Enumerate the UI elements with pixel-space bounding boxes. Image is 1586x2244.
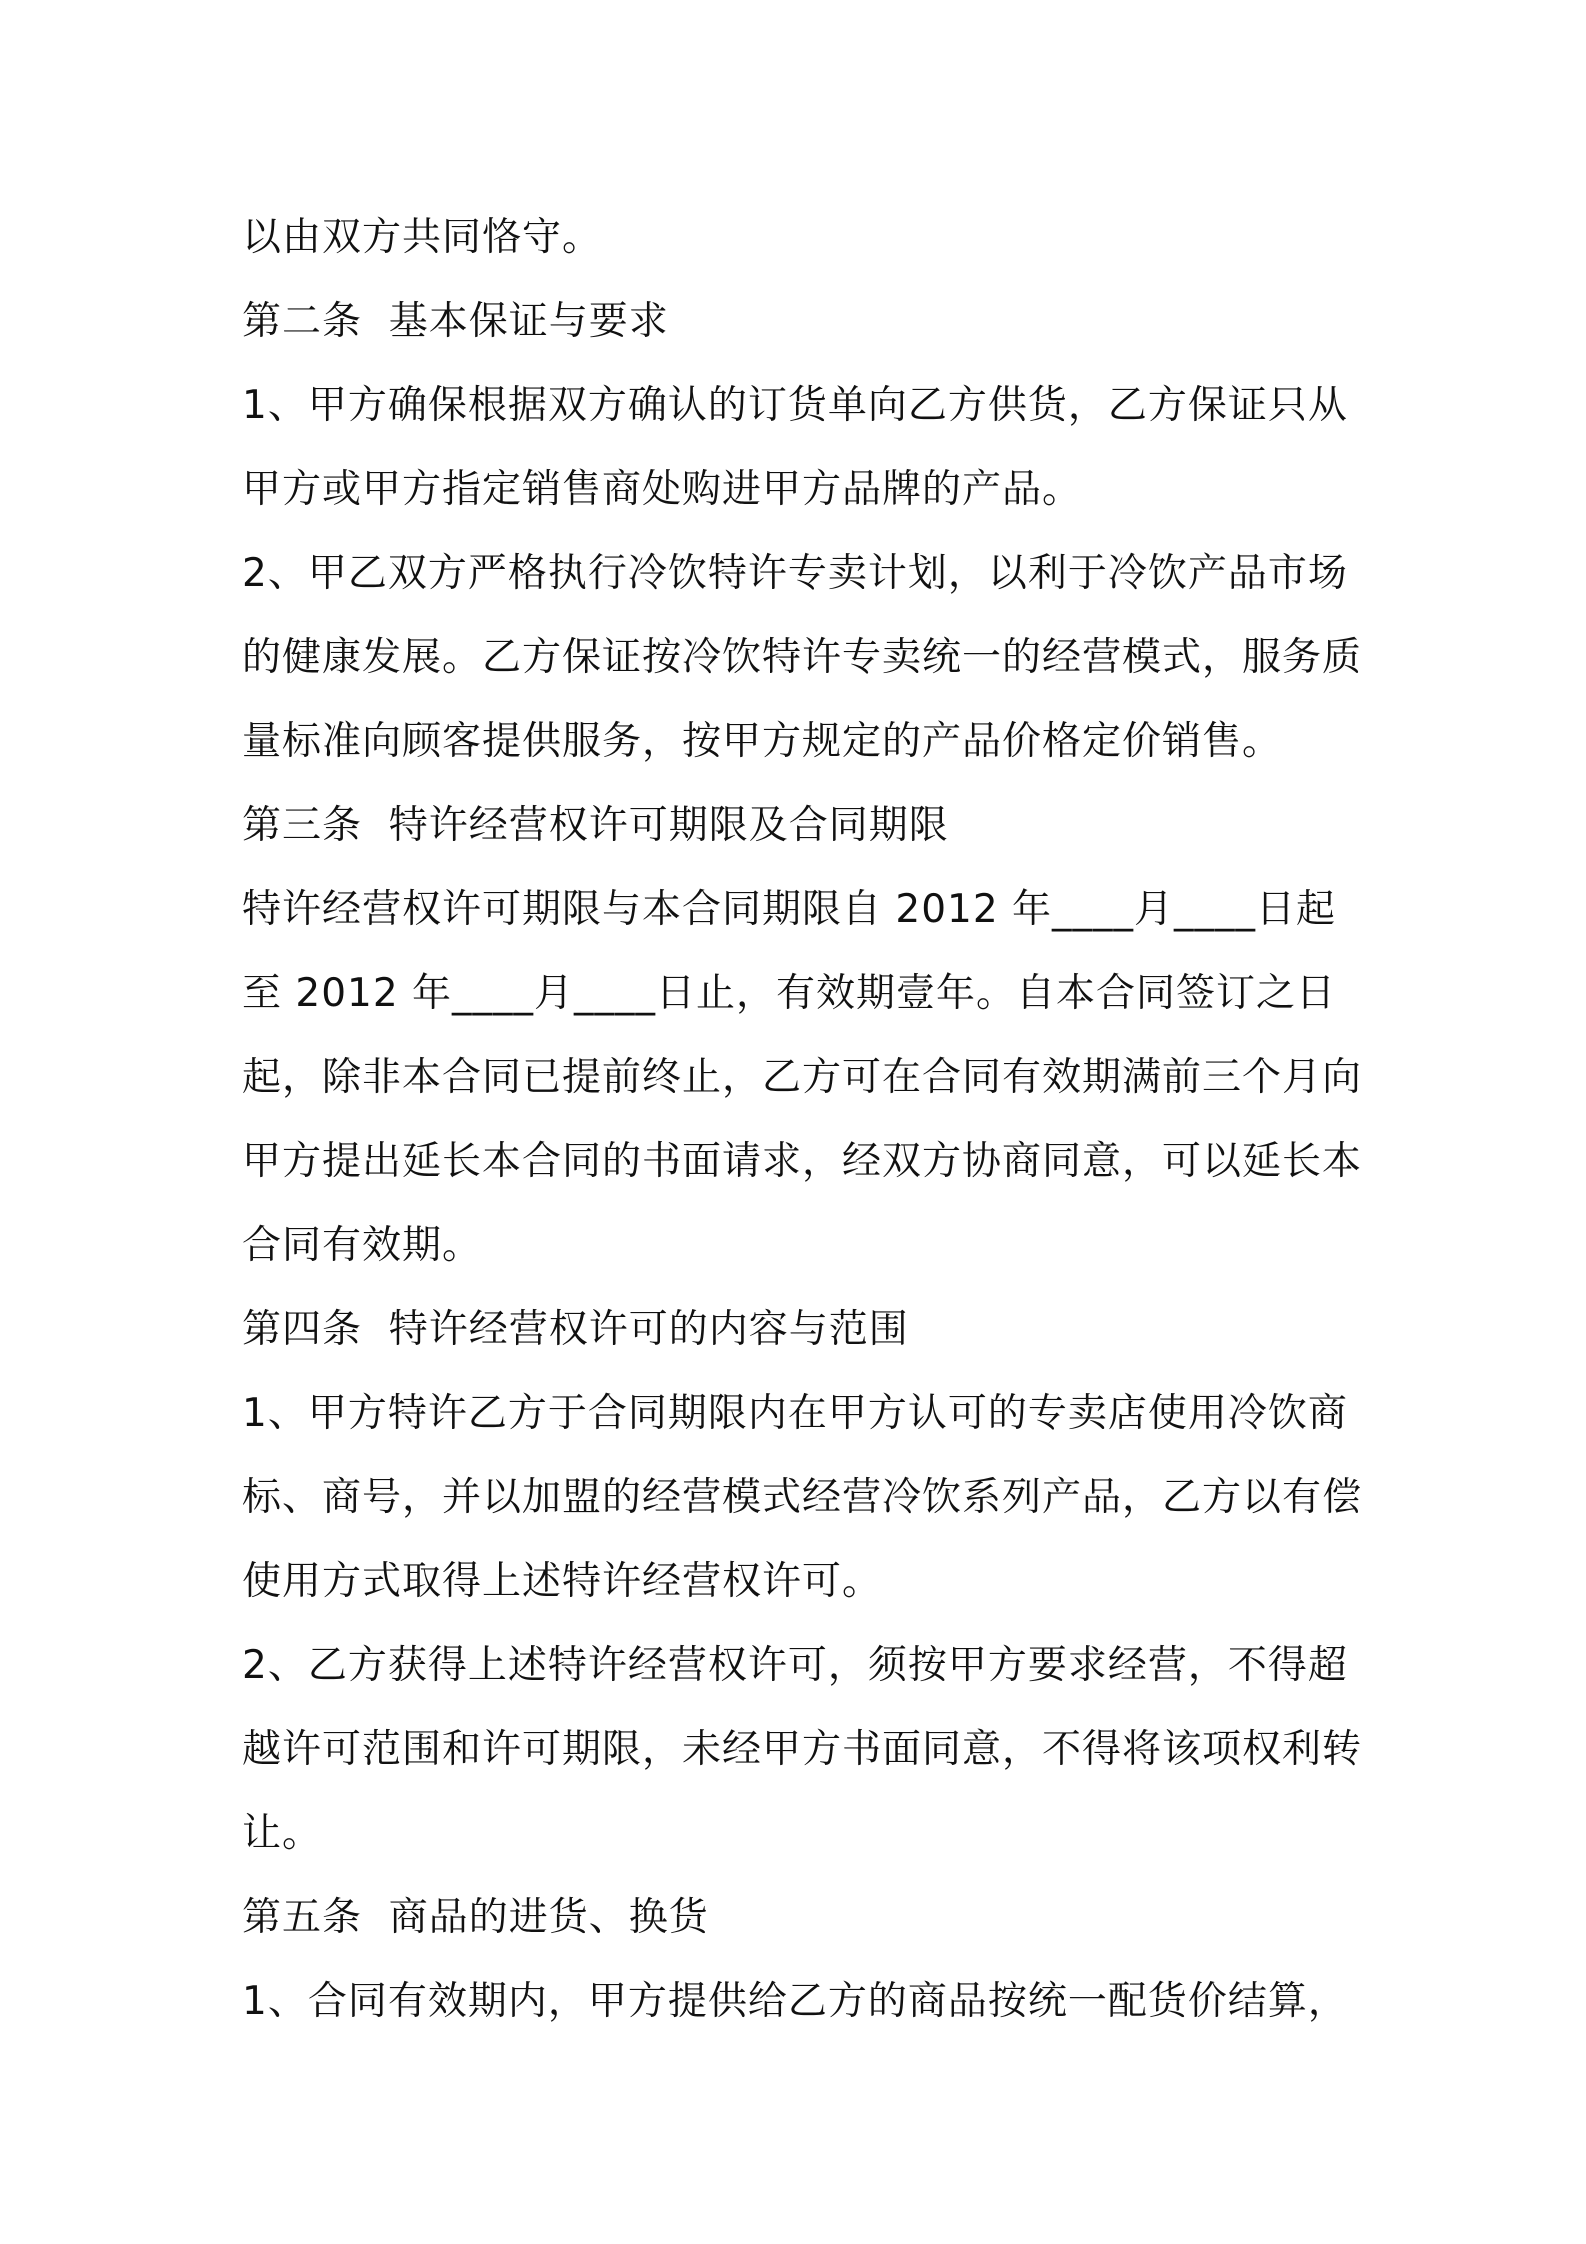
text-line: 合同有效期。	[242, 1223, 483, 1268]
text-line: 甲方或甲方指定销售商处购进甲方品牌的产品。	[242, 467, 1083, 512]
text-line: 使用方式取得上述特许经营权许可。	[242, 1559, 883, 1604]
text-line: 以由双方共同恪守。	[242, 215, 603, 260]
text-line: 1、甲方确保根据双方确认的订货单向乙方供货，乙方保证只从	[242, 383, 1348, 428]
article-heading: 第四条 特许经营权许可的内容与范围	[242, 1307, 909, 1352]
article-heading: 第三条 特许经营权许可期限及合同期限	[242, 803, 949, 848]
article-heading: 第二条 基本保证与要求	[242, 299, 669, 344]
text-line: 起，除非本合同已提前终止，乙方可在合同有效期满前三个月向	[242, 1055, 1363, 1100]
text-line: 的健康发展。乙方保证按冷饮特许专卖统一的经营模式，服务质	[242, 635, 1363, 680]
text-line: 至 2012 年____月____日止，有效期壹年。自本合同签订之日	[242, 971, 1337, 1016]
text-line: 甲方提出延长本合同的书面请求，经双方协商同意，可以延长本	[242, 1139, 1363, 1184]
text-line: 2、甲乙双方严格执行冷饮特许专卖计划，以利于冷饮产品市场	[242, 551, 1348, 596]
article-heading: 第五条 商品的进货、换货	[242, 1895, 709, 1940]
text-line: 特许经营权许可期限与本合同期限自 2012 年____月____日起	[242, 887, 1337, 932]
text-line: 标、商号，并以加盟的经营模式经营冷饮系列产品，乙方以有偿	[242, 1475, 1363, 1520]
text-line: 1、合同有效期内，甲方提供给乙方的商品按统一配货价结算，	[242, 1979, 1348, 2024]
document-body	[242, 196, 1362, 2044]
text-line: 越许可范围和许可期限，未经甲方书面同意，不得将该项权利转	[242, 1727, 1363, 1772]
text-line: 让。	[242, 1811, 323, 1856]
text-line: 1、甲方特许乙方于合同期限内在甲方认可的专卖店使用冷饮商	[242, 1391, 1348, 1436]
text-line: 量标准向顾客提供服务，按甲方规定的产品价格定价销售。	[242, 719, 1283, 764]
text-line: 2、乙方获得上述特许经营权许可，须按甲方要求经营，不得超	[242, 1643, 1348, 1688]
